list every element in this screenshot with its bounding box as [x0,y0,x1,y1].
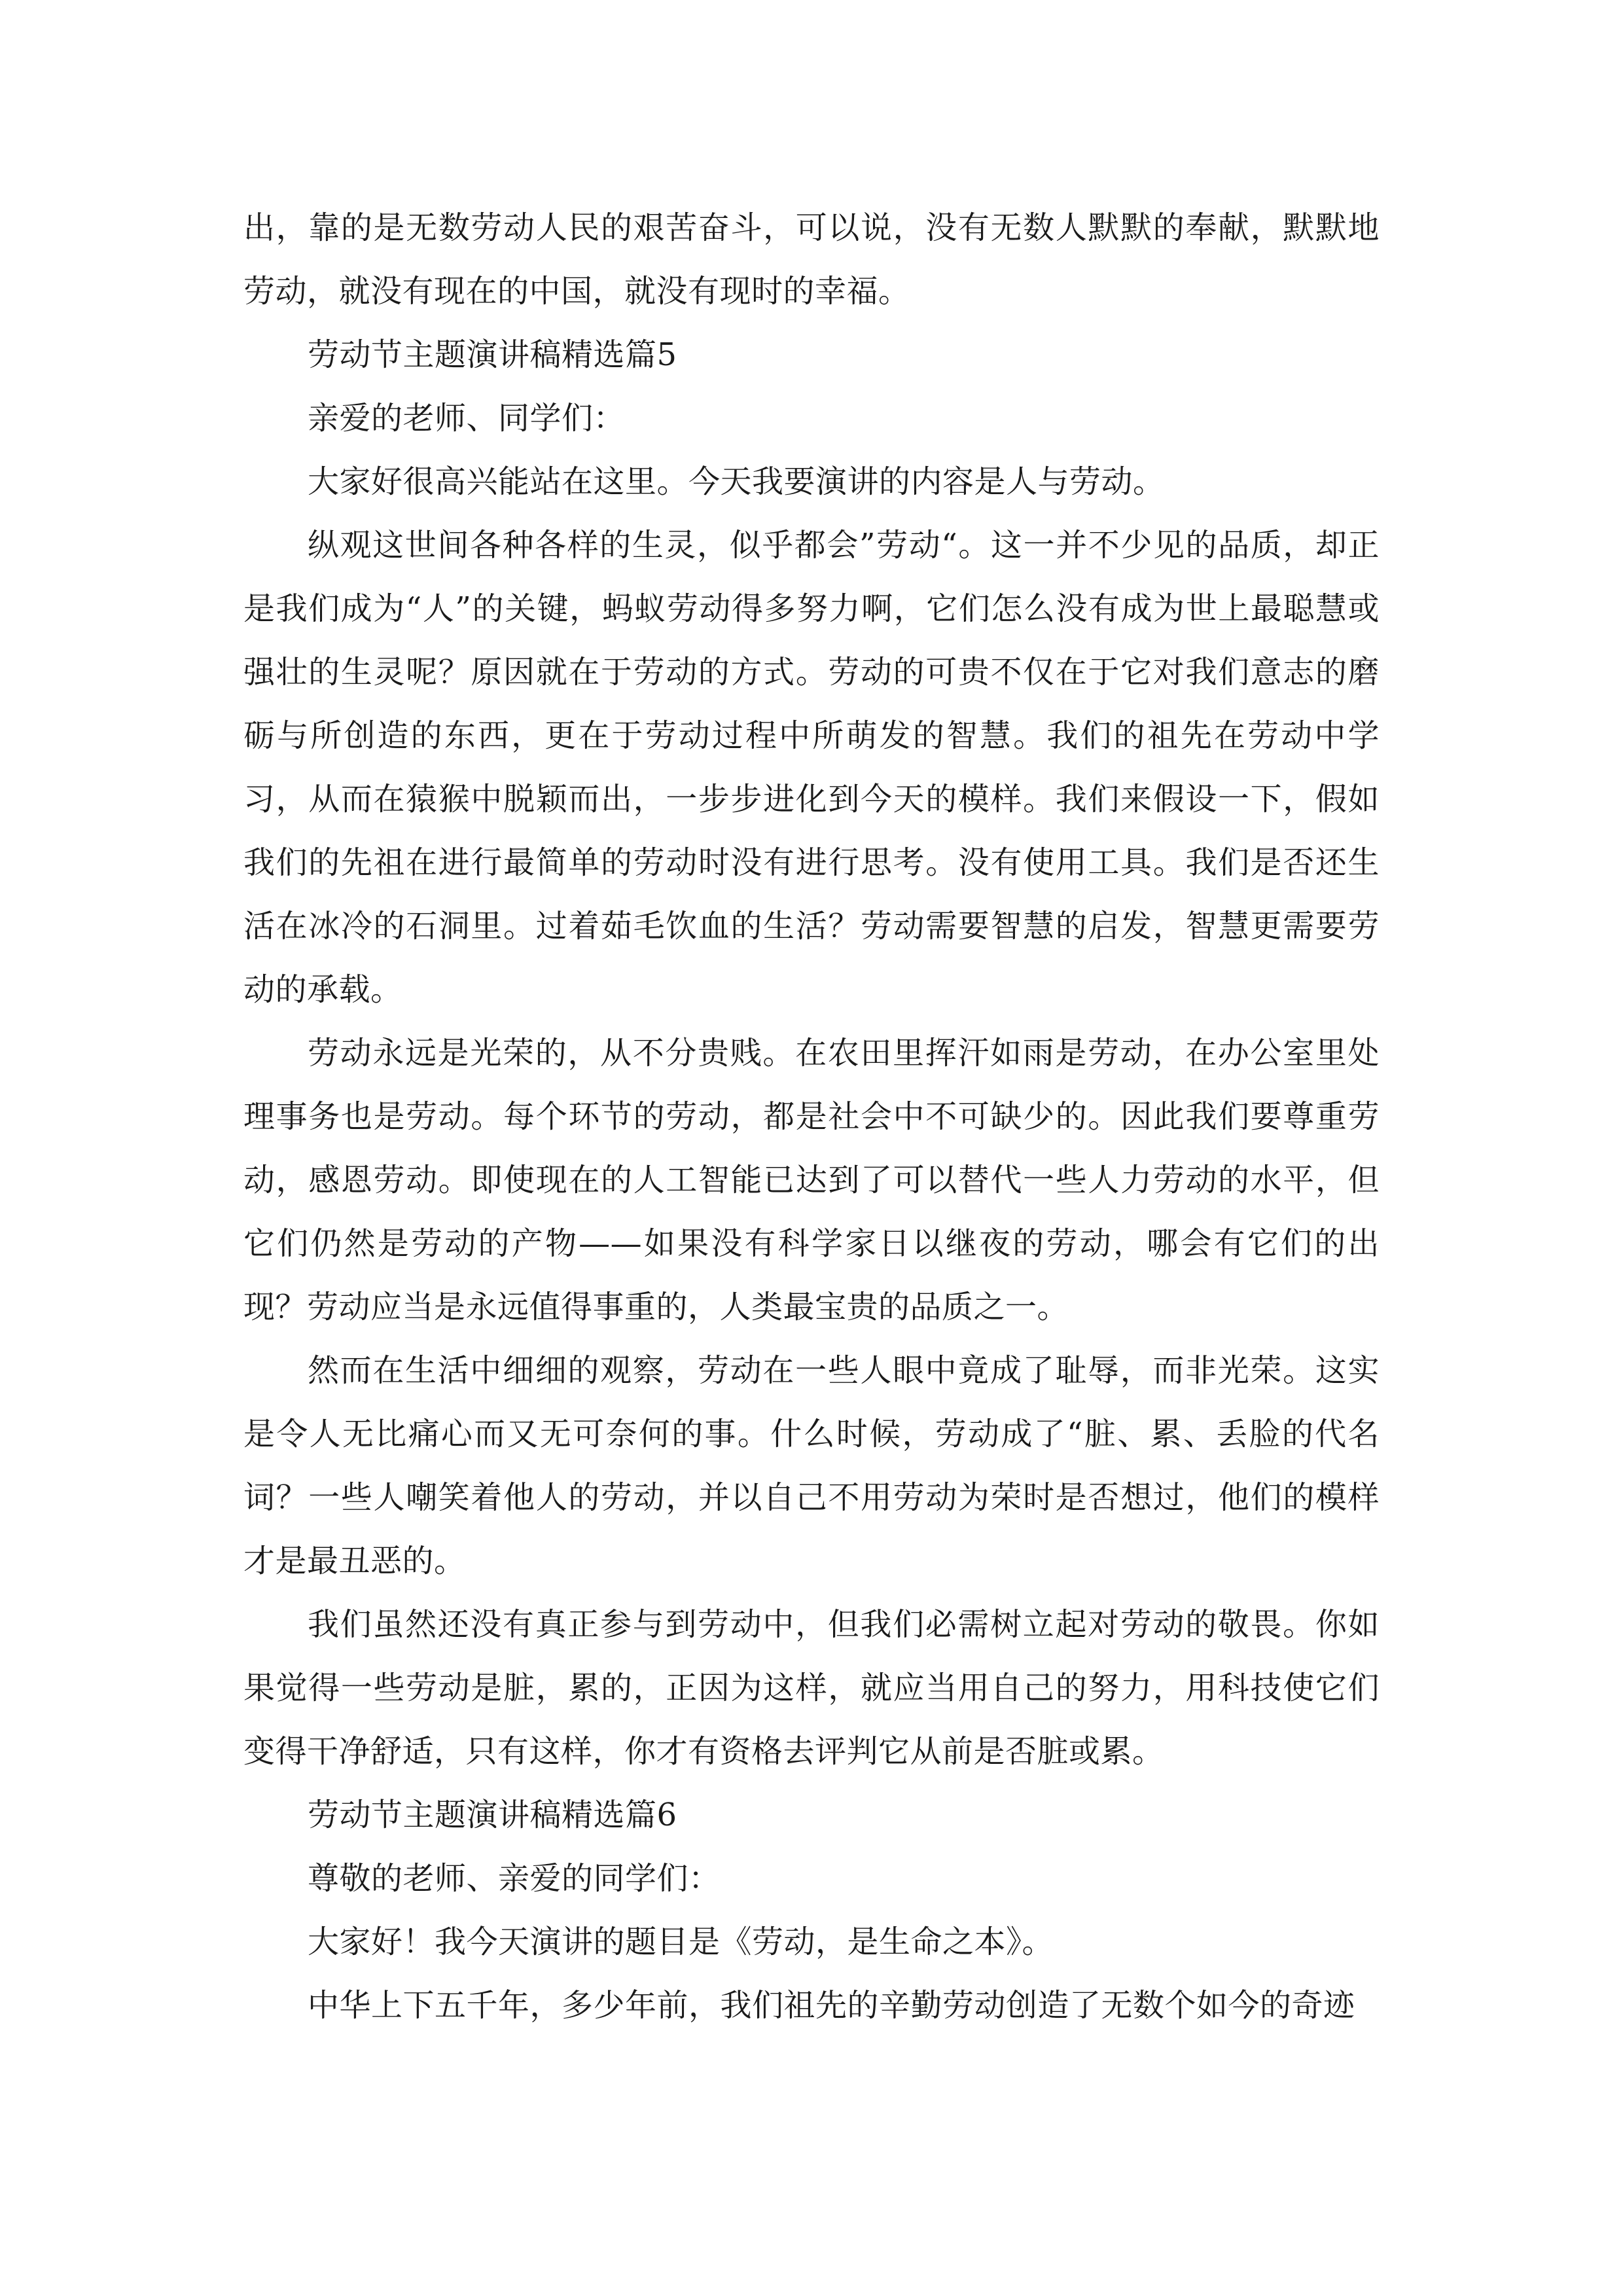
paragraph: 我们虽然还没有真正参与到劳动中，但我们必需树立起对劳动的敬畏。你如果觉得一些劳动是脏，累的，正因为这样，就应当用自己的努力，用科技使它们变得干净舒适，只有这样，你才有资格去评判它从前是否脏或累。 [243,1606,1380,1770]
section-heading-5: 劳动节主题演讲稿精选篇5 [308,336,677,373]
paragraph-greeting: 大家好！我今天演讲的题目是《劳动，是生命之本》。 [308,1924,1054,1960]
salutation: 亲爱的老师、同学们： [308,400,626,437]
paragraph: 然而在生活中细细的观察，劳动在一些人眼中竟成了耻辱，而非光荣。这实是令人无比痛心而又无可奈何的事。什么时候，劳动成了“脏、累、丢脸的代名词？一些人嘲笑着他人的劳动，并以自己不用劳动为荣时是否想过，他们的模样才是最丑恶的。 [243,1352,1380,1579]
section-heading-6: 劳动节主题演讲稿精选篇6 [308,1797,677,1833]
salutation: 尊敬的老师、亲爱的同学们： [308,1860,721,1897]
paragraph: 中华上下五千年，多少年前，我们祖先的辛勤劳动创造了无数个如今的奇迹 [308,1987,1355,2024]
document-body [243,196,1380,2037]
paragraph-greeting: 大家好很高兴能站在这里。今天我要演讲的内容是人与劳动。 [308,463,1165,500]
paragraph: 劳动永远是光荣的，从不分贵贱。在农田里挥汗如雨是劳动，在办公室里处理事务也是劳动。每个环节的劳动，都是社会中不可缺少的。因此我们要尊重劳动，感恩劳动。即使现在的人工智能已达到了可以替代一些人力劳动的水平，但它们仍然是劳动的产物——如果没有科学家日以继夜的劳动，哪会有它们的出现？劳动应当是永远值得事重的，人类最宝贵的品质之一。 [243,1035,1380,1325]
paragraph: 纵观这世间各种各样的生灵，似乎都会”劳动“。这一并不少见的品质，却正是我们成为“人”的关键，蚂蚁劳动得多努力啊，它们怎么没有成为世上最聪慧或强壮的生灵呢？原因就在于劳动的方式。劳动的可贵不仅在于它对我们意志的磨砺与所创造的东西，更在于劳动过程中所萌发的智慧。我们的祖先在劳动中学习，从而在猿猴中脱颖而出，一步步进化到今天的模样。我们来假设一下，假如我们的先祖在进行最简单的劳动时没有进行思考。没有使用工具。我们是否还生活在冰冷的石洞里。过着茹毛饮血的生活？劳动需要智慧的启发，智慧更需要劳动的承载。 [243,527,1380,1008]
paragraph-continuation: 出，靠的是无数劳动人民的艰苦奋斗，可以说，没有无数人默默的奉献，默默地劳动，就没有现在的中国，就没有现时的幸福。 [243,209,1380,310]
